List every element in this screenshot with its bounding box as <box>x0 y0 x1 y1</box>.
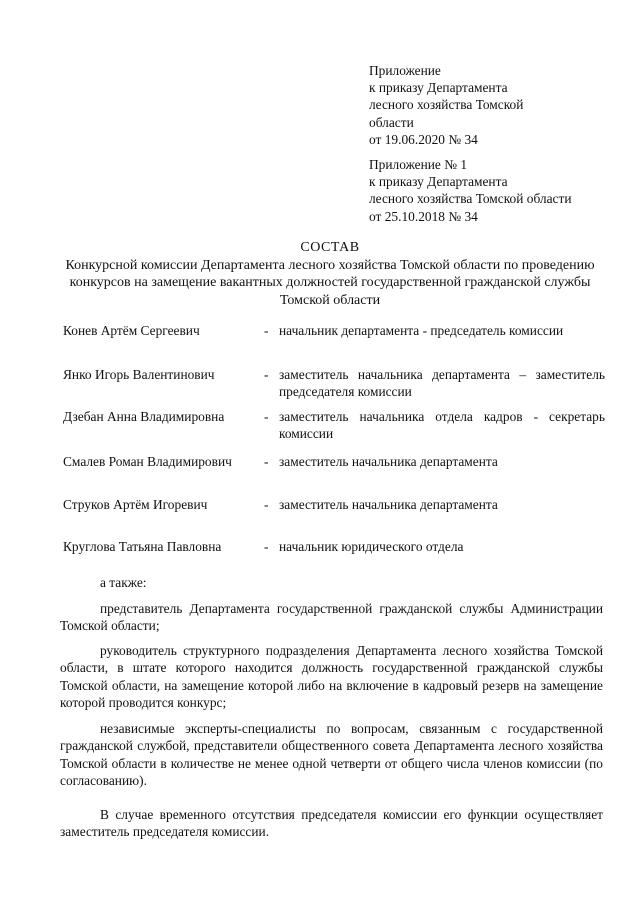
document-title <box>60 239 600 309</box>
member-name: Янко Игорь Валентинович <box>63 367 215 382</box>
member-role: начальник юридического отдела <box>279 539 464 554</box>
appendix-line: Приложение № 1 <box>369 157 468 172</box>
member-name: Струков Артём Игоревич <box>63 497 208 512</box>
paragraph-text: независимые эксперты-специалисты по вопросам, связанным с государственной гражданской службой, представители общественного совета Департамента лесного хозяйства Томской области в количестве не менее одной четверти от общего числа членов комиссии (по согласованию). <box>60 721 603 788</box>
appendix-line: лесного хозяйства Томской <box>369 97 524 113</box>
paragraph <box>60 642 603 711</box>
member-dash: - <box>264 454 269 469</box>
paragraph <box>60 720 603 789</box>
appendix-line: области <box>369 114 414 130</box>
appendix-line: от 25.10.2018 № 34 <box>369 208 478 224</box>
member-name: Дзебан Анна Владимировна <box>63 409 225 424</box>
paragraph <box>60 806 603 841</box>
appendix-line: лесного хозяйства Томской области <box>369 191 572 207</box>
member-name: Смалев Роман Владимирович <box>63 454 232 469</box>
title-line: Томской области <box>279 292 381 308</box>
member-dash: - <box>264 323 269 338</box>
member-role: заместитель начальника департамента <box>279 497 498 512</box>
appendix-line: к приказу Департамента <box>369 174 508 190</box>
title-line: конкурсов на замещение вакантных должностей государственной гражданской службы <box>69 275 591 290</box>
member-dash: - <box>264 497 269 512</box>
member-dash: - <box>264 367 269 382</box>
paragraph-text: В случае временного отсутствия председателя комиссии его функции осуществляет заместитель председателя комиссии. <box>60 807 603 840</box>
paragraph <box>60 600 603 635</box>
also-label: а также: <box>100 575 147 590</box>
title-heading: СОСТАВ <box>300 240 360 255</box>
member-role: заместитель начальника департамента <box>279 454 498 469</box>
member-role: заместитель начальника отдела кадров - секретарь комиссии <box>279 409 605 442</box>
member-role: заместитель начальника департамента – заместитель председателя комиссии <box>279 367 605 400</box>
appendix-line: Приложение <box>369 63 441 78</box>
member-role: начальник департамента - председатель комиссии <box>279 323 564 338</box>
appendix-header-current <box>369 62 523 148</box>
member-dash: - <box>264 409 269 424</box>
paragraph-text: представитель Департамента государственной гражданской службы Администрации Томской области; <box>60 601 603 634</box>
appendix-line: от 19.06.2020 № 34 <box>369 131 478 147</box>
appendix-line: к приказу Департамента <box>369 80 508 96</box>
member-name: Круглова Татьяна Павловна <box>63 539 222 554</box>
member-dash: - <box>264 539 269 554</box>
appendix-header-original <box>369 156 572 225</box>
paragraph-text: руководитель структурного подразделения Департамента лесного хозяйства Томской области, в штате которого находится должность государственной гражданской службы Томской области, на замещение которой либо на включение в кадровый резерв на замещение которой проводится конкурс; <box>60 643 603 710</box>
title-line: Конкурсной комиссии Департамента лесного хозяйства Томской области по проведению <box>65 257 595 273</box>
member-name: Конев Артём Сергеевич <box>63 323 200 338</box>
